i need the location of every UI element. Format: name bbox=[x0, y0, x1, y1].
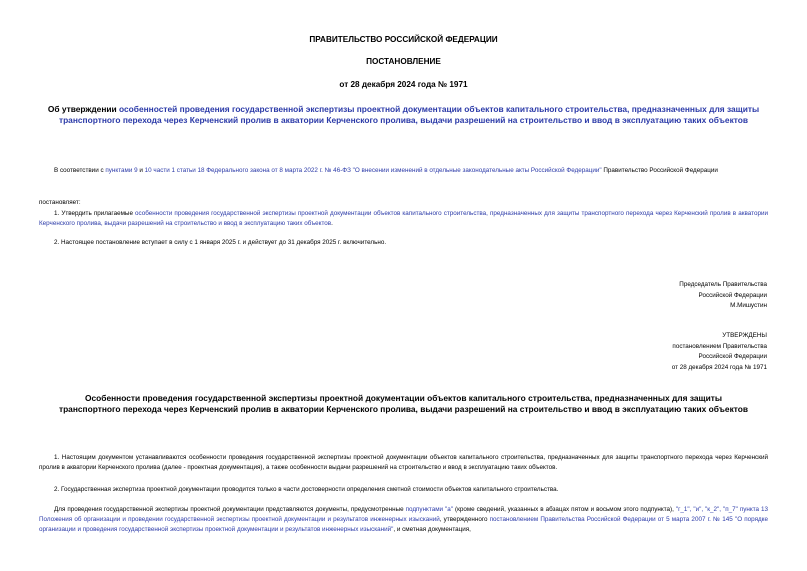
item-1-link[interactable]: особенности проведения государственной экспертизы проектной документации объектов капитального строительства, предназначенных для защиты транспортного перехода через Керченский пролив в акватории Керченского пролива, выдачи разрешений на строительство и ввод в эксплуатацию таких объектов bbox=[39, 210, 768, 227]
signature-name: М.Мишустин bbox=[730, 302, 767, 309]
document-type: ПОСТАНОВЛЕНИЕ bbox=[366, 57, 441, 66]
paragraph-3-text-1: Для проведения государственной экспертизы проектной документации представляются документы, предусмотренные bbox=[54, 506, 406, 513]
paragraph-3-text-4: , и сметная документация, bbox=[393, 526, 471, 533]
signature-block bbox=[679, 280, 767, 312]
annex-title: Особенности проведения государственной экспертизы проектной документации объектов капитального строительства, предназначенных для защиты транспортного перехода через Керченский пролив в акватории Керченского пролива, выдачи разрешений на строительство и ввод в эксплуатацию таких объектов bbox=[58, 393, 749, 414]
paragraph-3 bbox=[39, 505, 768, 535]
item-1-paragraph bbox=[39, 209, 768, 229]
paragraph-3-text-2: (кроме сведений, указанных в абзацах пятом и восьмом этого подпункта), bbox=[453, 506, 676, 513]
paragraph-3-link-1[interactable]: подпунктами "а" bbox=[405, 506, 453, 513]
document-title bbox=[40, 104, 767, 126]
approval-line-3: Российской Федерации bbox=[698, 353, 767, 360]
approval-block bbox=[672, 331, 767, 373]
approval-line-1: УТВЕРЖДЕНЫ bbox=[722, 332, 767, 339]
signature-position-1: Председатель Правительства bbox=[679, 281, 767, 288]
document-date-number: от 28 декабря 2024 года № 1971 bbox=[339, 80, 468, 89]
paragraph-3-link-2[interactable]: "г_1", "и", "к_2", "п_7" пункта 13 Положения об организации и проведении государственной экспертизы проектной документации и результатов инженерных изысканий bbox=[39, 506, 768, 523]
preamble-paragraph bbox=[39, 166, 768, 176]
approval-line-4: от 28 декабря 2024 года № 1971 bbox=[671, 363, 767, 371]
paragraph-1: 1. Настоящим документом устанавливаются особенности проведения государственной экспертизы проектной документации объектов капитального строительства, предназначенных для защиты транспортного перехода через Керченский пролив в акватории Керченского пролива (далее - проектная документация), а также особенности выдачи разрешений на строительство и ввод в эксплуатацию таких объектов. bbox=[39, 454, 768, 471]
item-2-paragraph: 2. Настоящее постановление вступает в силу с 1 января 2025 г. и действует до 31 декабря 2025 г. включительно. bbox=[54, 239, 387, 246]
paragraph-3-text-3: , утвержденного bbox=[439, 516, 490, 523]
decrees-label: постановляет: bbox=[39, 199, 81, 206]
preamble-text-1: В соответствии с bbox=[54, 167, 106, 174]
preamble-text-2: и bbox=[137, 167, 145, 174]
signature-position-2: Российской Федерации bbox=[698, 291, 767, 299]
issuing-authority: ПРАВИТЕЛЬСТВО РОССИЙСКОЙ ФЕДЕРАЦИИ bbox=[309, 35, 498, 44]
item-1-text: 1. Утвердить прилагаемые bbox=[54, 210, 136, 217]
preamble-text-3: Правительство Российской Федерации bbox=[601, 167, 718, 174]
paragraph-2: 2. Государственная экспертиза проектной документации проводится только в части достоверности определения сметной стоимости объектов капитального строительства. bbox=[54, 486, 559, 493]
paragraph-3-link-3[interactable]: постановлением Правительства Российской Федерации от 5 марта 2007 г. № 145 "О порядке организации и проведения государственной экспертизы проектной документации и результатов инженерных изысканий" bbox=[39, 516, 768, 533]
title-link[interactable]: особенностей проведения государственной экспертизы проектной документации объектов капитального строительства, предназначенных для защиты транспортного перехода через Керченский пролив в акватории Керченского пролива, выдачи разрешений на строительство и ввод в эксплуатацию таких объектов bbox=[58, 104, 760, 125]
item-1-end: . bbox=[331, 220, 333, 227]
title-prefix: Об утверждении bbox=[47, 104, 120, 114]
approval-line-2: постановлением Правительства bbox=[672, 342, 767, 350]
preamble-link-law[interactable]: 10 части 1 статьи 18 Федерального закона от 8 марта 2022 г. № 46-ФЗ "О внесении изменений в отдельные законодательные акты Российской Федерации" bbox=[144, 167, 602, 174]
preamble-link-points[interactable]: пунктами 9 bbox=[105, 167, 138, 174]
